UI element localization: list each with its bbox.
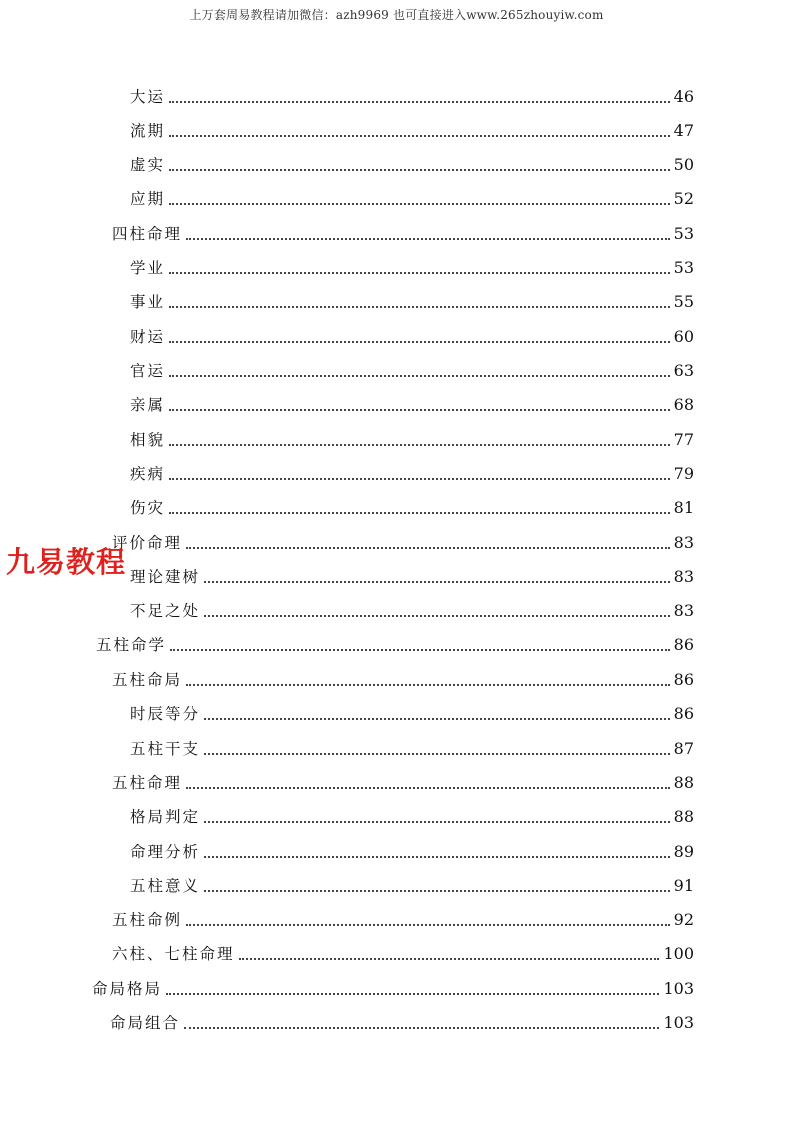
dot-leader: [204, 615, 670, 617]
toc-entry-title: 虚实: [130, 156, 166, 174]
toc-entry-title: 五柱干支: [130, 740, 201, 758]
toc-entry-page: 47: [673, 121, 694, 140]
toc-entry-title: 大运: [130, 88, 166, 106]
toc-entry-title: 伤灾: [130, 499, 166, 517]
toc-entry-page: 53: [673, 224, 694, 243]
toc-entry-title: 事业: [130, 293, 166, 311]
toc-entry-page: 68: [673, 395, 694, 414]
toc-entry-title: 官运: [130, 362, 166, 380]
toc-entry-title: 理论建树: [130, 568, 201, 586]
toc-entry[interactable]: [130, 255, 694, 281]
toc-entry-title: 时辰等分: [130, 705, 201, 723]
toc-entry[interactable]: [112, 530, 694, 556]
toc-entry-title: 学业: [130, 259, 166, 277]
toc-entry[interactable]: [130, 358, 694, 384]
toc-entry[interactable]: [92, 976, 694, 1002]
toc-entry-title: 五柱命学: [96, 636, 167, 654]
toc-entry-page: 91: [673, 876, 694, 895]
dot-leader: [204, 581, 670, 583]
toc-entry-title: 评价命理: [112, 534, 183, 552]
toc-entry[interactable]: [130, 736, 694, 762]
dot-leader: [186, 924, 670, 926]
dot-leader: [170, 649, 670, 651]
dot-leader: [169, 306, 670, 308]
toc-entry[interactable]: [130, 186, 694, 212]
toc-entry-title: 不足之处: [130, 602, 201, 620]
toc-entry-page: 89: [673, 842, 694, 861]
toc-entry-page: 87: [673, 739, 694, 758]
dot-leader: [239, 958, 660, 960]
dot-leader: [204, 856, 670, 858]
toc-entry-title: 财运: [130, 328, 166, 346]
dot-leader: [186, 547, 670, 549]
toc-entry-title: 五柱意义: [130, 877, 201, 895]
toc-entry-page: 83: [673, 533, 694, 552]
toc-entry-page: 88: [673, 807, 694, 826]
toc-entry-title: 相貌: [130, 431, 166, 449]
toc-entry[interactable]: [130, 84, 694, 110]
toc-entry[interactable]: [130, 392, 694, 418]
dot-leader: [169, 375, 670, 377]
toc-entry-title: 四柱命理: [112, 225, 183, 243]
dot-leader: [204, 890, 670, 892]
toc-entry-page: 88: [673, 773, 694, 792]
dot-leader: [169, 135, 670, 137]
toc-entry[interactable]: [130, 873, 694, 899]
toc-entry[interactable]: [130, 152, 694, 178]
toc-entry-title: 流期: [130, 122, 166, 140]
toc-entry[interactable]: [112, 667, 694, 693]
toc-entry-page: 77: [673, 430, 694, 449]
dot-leader: [184, 1027, 659, 1029]
dot-leader: [169, 478, 670, 480]
toc-entry-page: 83: [673, 567, 694, 586]
dot-leader: [186, 238, 670, 240]
watermark-logo: 九易教程: [6, 545, 127, 579]
dot-leader: [204, 821, 670, 823]
toc-entry-page: 53: [673, 258, 694, 277]
toc-entry-page: 63: [673, 361, 694, 380]
toc-entry-title: 命理分析: [130, 843, 201, 861]
toc-entry-title: 格局判定: [130, 808, 201, 826]
toc-entry-title: 五柱命局: [112, 671, 183, 689]
toc-entry-page: 81: [673, 498, 694, 517]
dot-leader: [204, 718, 670, 720]
dot-leader: [169, 272, 670, 274]
toc-entry-page: 60: [673, 327, 694, 346]
dot-leader: [169, 341, 670, 343]
toc-entry[interactable]: [110, 1010, 694, 1036]
toc-entry-page: 103: [663, 979, 694, 998]
toc-entry[interactable]: [130, 427, 694, 453]
toc-entry[interactable]: [130, 495, 694, 521]
toc-entry[interactable]: [130, 564, 694, 590]
toc-entry-title: 应期: [130, 190, 166, 208]
dot-leader: [169, 409, 670, 411]
toc-entry[interactable]: [112, 941, 694, 967]
toc-entry[interactable]: [112, 221, 694, 247]
page-header: 上万套周易教程请加微信：azh9969 也可直接进入www.265zhouyiw.com: [189, 8, 604, 22]
toc-entry[interactable]: [130, 804, 694, 830]
toc-entry-page: 83: [673, 601, 694, 620]
toc-entry-page: 50: [673, 155, 694, 174]
dot-leader: [166, 993, 659, 995]
dot-leader: [169, 512, 670, 514]
toc-entry-page: 86: [673, 670, 694, 689]
toc-entry-title: 疾病: [130, 465, 166, 483]
dot-leader: [169, 169, 670, 171]
toc-entry[interactable]: [130, 289, 694, 315]
toc-entry[interactable]: [96, 632, 694, 658]
toc-entry-title: 命局格局: [92, 980, 163, 998]
toc-entry-page: 46: [673, 87, 694, 106]
toc-entry[interactable]: [112, 770, 694, 796]
toc-entry[interactable]: [130, 598, 694, 624]
toc-entry-page: 103: [663, 1013, 694, 1032]
toc-entry[interactable]: [112, 907, 694, 933]
toc-entry-page: 92: [673, 910, 694, 929]
dot-leader: [186, 684, 670, 686]
toc-entry[interactable]: [130, 324, 694, 350]
toc-entry-page: 100: [663, 944, 694, 963]
toc-entry-page: 79: [673, 464, 694, 483]
toc-entry-page: 52: [673, 189, 694, 208]
dot-leader: [186, 787, 670, 789]
toc-entry-page: 86: [673, 704, 694, 723]
dot-leader: [169, 444, 670, 446]
toc-entry[interactable]: [130, 839, 694, 865]
toc-entry-title: 命局组合: [110, 1014, 181, 1032]
toc-entry-page: 86: [673, 635, 694, 654]
toc-entry[interactable]: [130, 701, 694, 727]
dot-leader: [204, 753, 670, 755]
toc-entry-title: 五柱命理: [112, 774, 183, 792]
toc-entry[interactable]: [130, 118, 694, 144]
dot-leader: [169, 101, 670, 103]
dot-leader: [169, 203, 670, 205]
toc-entry-title: 亲属: [130, 396, 166, 414]
toc-entry-title: 五柱命例: [112, 911, 183, 929]
toc-entry[interactable]: [130, 461, 694, 487]
toc-entry-page: 55: [673, 292, 694, 311]
toc-entry-title: 六柱、七柱命理: [112, 945, 235, 963]
